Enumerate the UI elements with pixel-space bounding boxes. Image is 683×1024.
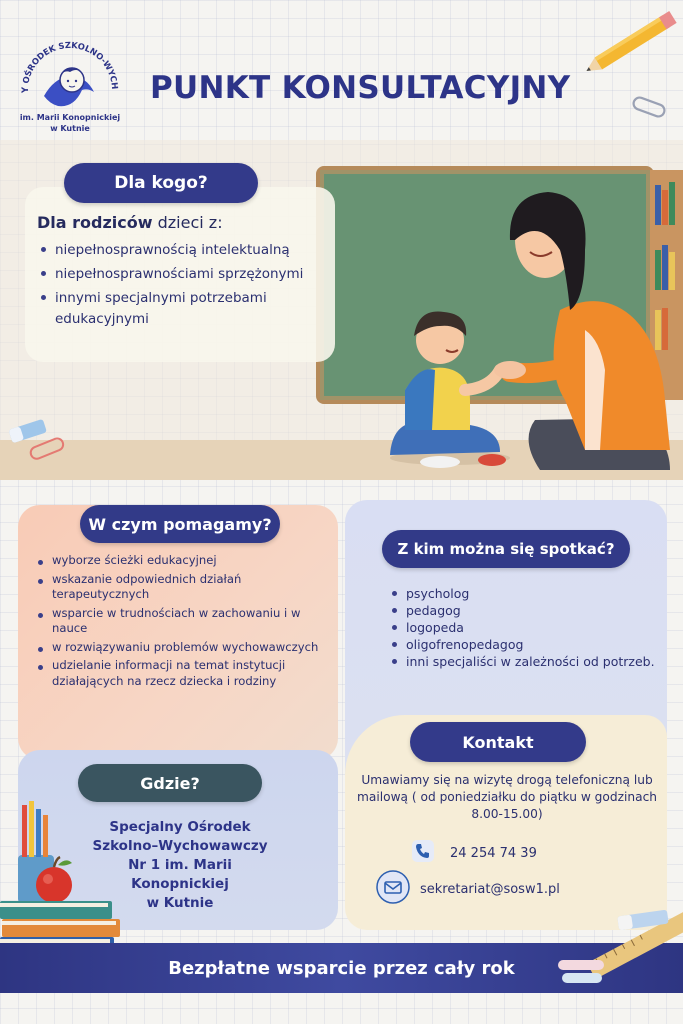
help-card — [18, 505, 338, 760]
help-heading: W czym pomagamy? — [80, 505, 280, 543]
meet-heading: Z kim można się spotkać? — [382, 530, 630, 568]
footer-banner: Bezpłatne wsparcie przez cały rok — [0, 943, 683, 993]
where-line: Specjalny Ośrodek — [109, 819, 251, 835]
list-item: niepełnosprawnością intelektualną — [37, 240, 323, 261]
contact-heading: Kontakt — [410, 722, 586, 762]
list-item: logopeda — [388, 619, 658, 636]
list-item: w rozwiązywaniu problemów wychowawczych — [34, 640, 324, 656]
logo-line1: im. Marii Konopnickiej — [19, 113, 121, 122]
page-title: PUNKT KONSULTACYJNY — [150, 70, 571, 106]
logo-line2: w Kutnie — [50, 124, 90, 133]
who-card — [25, 187, 335, 362]
list-item: psycholog — [388, 585, 658, 602]
meet-list — [388, 585, 658, 670]
logo-arc-text: Y OŚRODEK SZKOLNO-WYCH — [19, 39, 121, 94]
mail-row[interactable] — [376, 872, 636, 906]
list-item: innymi specjalnymi potrzebami edukacyjnymi — [37, 288, 323, 330]
who-heading: Dla kogo? — [64, 163, 258, 203]
who-list — [37, 240, 323, 330]
who-intro — [37, 213, 323, 232]
help-list — [34, 553, 324, 689]
list-item: udzielanie informacji na temat instytucji działających na rzecz dziecka i rodziny — [34, 658, 324, 689]
list-item: pedagog — [388, 602, 658, 619]
phone-number[interactable]: 24 254 74 39 — [450, 845, 537, 861]
where-heading: Gdzie? — [78, 764, 262, 802]
where-line: Nr 1 im. Marii Konopnickiej — [128, 857, 232, 892]
contact-text: Umawiamy się na wizytę drogą telefoniczną lub mailową ( od poniedziałku do piątku w godzinach 8.00-15.00) — [357, 773, 657, 821]
paperclip-icon — [629, 95, 669, 121]
email-address[interactable]: sekretariat@sosw1.pl — [420, 881, 560, 897]
who-intro-bold: Dla rodziców — [37, 213, 153, 232]
where-line: Szkolno–Wychowawczy — [92, 838, 268, 854]
list-item: wyborze ścieżki edukacyjnej — [34, 553, 324, 569]
list-item: wskazanie odpowiednich działań terapeutycznych — [34, 572, 324, 603]
mail-icon — [376, 870, 410, 908]
school-logo — [14, 30, 126, 142]
list-item: niepełnosprawnościami sprzężonymi — [37, 264, 323, 285]
where-line: w Kutnie — [146, 895, 214, 911]
list-item: oligofrenopedagog — [388, 636, 658, 653]
phone-row[interactable] — [410, 840, 610, 866]
list-item: inni specjaliści w zależności od potrzeb. — [388, 653, 658, 670]
who-intro-rest: dzieci z: — [152, 213, 223, 232]
chalk-ruler-illustration — [548, 905, 683, 990]
list-item: wsparcie w trudnościach w zachowaniu i w nauce — [34, 606, 324, 637]
pencil-icon — [573, 10, 683, 80]
phone-icon — [410, 838, 436, 868]
